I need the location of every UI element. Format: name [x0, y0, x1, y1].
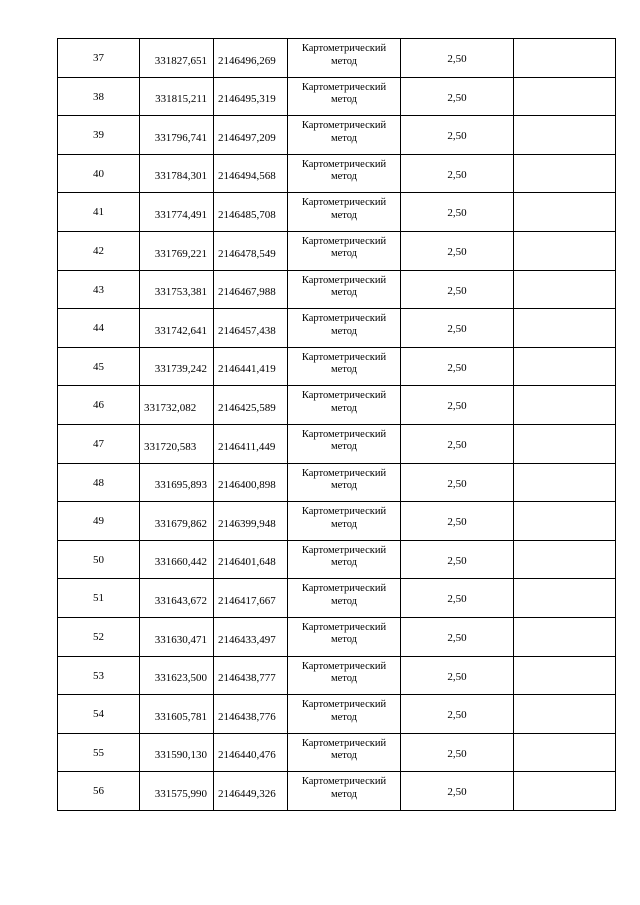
method-text: Картометрический метод — [301, 235, 387, 260]
x-coordinate-cell — [140, 309, 214, 348]
x-coordinate-cell — [140, 617, 214, 656]
note-cell — [514, 424, 616, 463]
method-text: Картометрический метод — [301, 390, 387, 414]
method-text: Картометрический метод — [301, 274, 387, 299]
x-coordinate: 331643,672 — [154, 594, 207, 607]
accuracy-cell — [401, 386, 514, 425]
method-text: Картометрический метод — [301, 699, 387, 723]
y-coordinate-cell — [214, 347, 288, 386]
y-coordinate: 2146494,568 — [218, 170, 276, 183]
y-coordinate: 2146399,948 — [218, 517, 276, 530]
table-row — [58, 77, 616, 116]
accuracy-value: 2,50 — [447, 245, 467, 258]
table-row — [58, 540, 616, 579]
method-text: Картометрический метод — [301, 506, 387, 530]
x-coordinate: 331769,221 — [154, 247, 207, 260]
accuracy-cell — [401, 116, 514, 155]
x-coordinate: 331815,211 — [155, 93, 207, 106]
method-cell — [288, 617, 401, 656]
x-coordinate: 331630,471 — [154, 633, 207, 646]
accuracy-value: 2,50 — [447, 361, 467, 374]
note-cell — [514, 116, 616, 155]
method-text: Картометрический метод — [301, 43, 387, 67]
x-coordinate-cell — [140, 463, 214, 502]
accuracy-value: 2,50 — [447, 516, 467, 529]
x-coordinate-cell — [140, 116, 214, 155]
y-coordinate-cell — [214, 502, 288, 541]
table-row — [58, 231, 616, 270]
y-coordinate-cell — [214, 116, 288, 155]
y-coordinate-cell — [214, 772, 288, 811]
point-number-cell — [58, 463, 140, 502]
point-number-cell — [58, 502, 140, 541]
point-number: 37 — [93, 52, 104, 64]
x-coordinate-cell — [140, 424, 214, 463]
method-text: Картометрический метод — [301, 351, 387, 376]
accuracy-value: 2,50 — [447, 438, 467, 451]
accuracy-cell — [401, 270, 514, 309]
table-row — [58, 193, 616, 232]
table-row — [58, 154, 616, 193]
y-coordinate: 2146401,648 — [218, 556, 276, 569]
accuracy-value: 2,50 — [447, 91, 467, 104]
accuracy-cell — [401, 540, 514, 579]
y-coordinate-cell — [214, 39, 288, 78]
method-cell — [288, 193, 401, 232]
y-coordinate: 2146400,898 — [218, 479, 276, 492]
table-row — [58, 502, 616, 541]
y-coordinate-cell — [214, 309, 288, 348]
point-number-cell — [58, 193, 140, 232]
accuracy-cell — [401, 193, 514, 232]
note-cell — [514, 695, 616, 734]
method-text: Картометрический метод — [301, 467, 387, 492]
table-row — [58, 617, 616, 656]
x-coordinate: 331739,242 — [154, 363, 207, 376]
accuracy-value: 2,50 — [447, 477, 467, 490]
point-number: 43 — [93, 283, 104, 296]
method-text: Картометрический метод — [301, 158, 387, 183]
note-cell — [514, 772, 616, 811]
method-text: Картометрический метод — [301, 197, 387, 221]
method-cell — [288, 77, 401, 116]
x-coordinate: 331742,641 — [154, 324, 207, 337]
accuracy-cell — [401, 733, 514, 772]
accuracy-value: 2,50 — [447, 400, 467, 413]
accuracy-value: 2,50 — [447, 747, 467, 760]
accuracy-cell — [401, 617, 514, 656]
method-cell — [288, 386, 401, 425]
y-coordinate: 2146438,776 — [218, 710, 276, 723]
point-number: 53 — [93, 669, 104, 682]
y-coordinate: 2146495,319 — [218, 93, 276, 106]
point-number: 51 — [93, 592, 104, 605]
note-cell — [514, 386, 616, 425]
point-number: 42 — [93, 244, 104, 257]
accuracy-value: 2,50 — [447, 709, 467, 722]
y-coordinate: 2146425,589 — [218, 401, 276, 414]
method-cell — [288, 656, 401, 695]
note-cell — [514, 193, 616, 232]
y-coordinate: 2146496,269 — [218, 54, 276, 67]
method-text: Картометрический метод — [301, 660, 387, 684]
y-coordinate: 2146485,708 — [218, 208, 276, 221]
x-coordinate-cell — [140, 695, 214, 734]
x-coordinate: 331575,990 — [154, 787, 207, 800]
method-text: Картометрический метод — [301, 428, 387, 453]
x-coordinate-cell — [140, 772, 214, 811]
x-coordinate: 331623,500 — [154, 672, 207, 685]
x-coordinate: 331732,082 — [144, 401, 197, 414]
x-coordinate-cell — [140, 231, 214, 270]
method-cell — [288, 231, 401, 270]
x-coordinate: 331605,781 — [154, 710, 207, 723]
method-cell — [288, 270, 401, 309]
y-coordinate-cell — [214, 617, 288, 656]
method-cell — [288, 347, 401, 386]
note-cell — [514, 656, 616, 695]
table-row — [58, 463, 616, 502]
x-coordinate: 331679,862 — [154, 517, 207, 530]
point-number-cell — [58, 154, 140, 193]
method-text: Картометрический метод — [301, 81, 387, 106]
x-coordinate: 331720,583 — [144, 440, 197, 453]
point-number-cell — [58, 231, 140, 270]
x-coordinate-cell — [140, 540, 214, 579]
y-coordinate-cell — [214, 386, 288, 425]
table-row — [58, 656, 616, 695]
point-number: 54 — [93, 708, 104, 721]
x-coordinate-cell — [140, 77, 214, 116]
table-row — [58, 695, 616, 734]
point-number-cell — [58, 772, 140, 811]
accuracy-value: 2,50 — [447, 323, 467, 336]
table-row — [58, 772, 616, 811]
point-number-cell — [58, 617, 140, 656]
y-coordinate-cell — [214, 231, 288, 270]
x-coordinate-cell — [140, 39, 214, 78]
y-coordinate: 2146433,497 — [218, 633, 276, 646]
table-row — [58, 347, 616, 386]
point-number: 38 — [93, 90, 104, 103]
accuracy-value: 2,50 — [447, 554, 467, 567]
x-coordinate: 331796,741 — [154, 131, 207, 144]
table-row — [58, 733, 616, 772]
method-text: Картометрический метод — [301, 583, 387, 607]
y-coordinate: 2146441,419 — [218, 363, 276, 376]
x-coordinate-cell — [140, 579, 214, 618]
point-number-cell — [58, 733, 140, 772]
accuracy-cell — [401, 695, 514, 734]
y-coordinate-cell — [214, 463, 288, 502]
method-text: Картометрический метод — [301, 313, 387, 337]
accuracy-value: 2,50 — [447, 130, 467, 143]
table-row — [58, 270, 616, 309]
x-coordinate-cell — [140, 270, 214, 309]
y-coordinate-cell — [214, 270, 288, 309]
note-cell — [514, 270, 616, 309]
x-coordinate: 331827,651 — [154, 54, 207, 67]
point-number-cell — [58, 540, 140, 579]
note-cell — [514, 540, 616, 579]
method-cell — [288, 540, 401, 579]
x-coordinate-cell — [140, 733, 214, 772]
x-coordinate: 331695,893 — [154, 479, 207, 492]
point-number-cell — [58, 116, 140, 155]
point-number: 48 — [93, 476, 104, 489]
method-text: Картометрический метод — [301, 621, 387, 646]
point-number-cell — [58, 579, 140, 618]
table-row — [58, 424, 616, 463]
point-number-cell — [58, 77, 140, 116]
y-coordinate-cell — [214, 540, 288, 579]
accuracy-cell — [401, 77, 514, 116]
method-cell — [288, 154, 401, 193]
accuracy-cell — [401, 579, 514, 618]
note-cell — [514, 231, 616, 270]
y-coordinate-cell — [214, 579, 288, 618]
method-cell — [288, 695, 401, 734]
point-number-cell — [58, 656, 140, 695]
x-coordinate: 331660,442 — [154, 556, 207, 569]
point-number: 39 — [93, 129, 104, 142]
x-coordinate-cell — [140, 386, 214, 425]
point-number-cell — [58, 309, 140, 348]
point-number: 41 — [93, 206, 104, 219]
point-number-cell — [58, 424, 140, 463]
y-coordinate-cell — [214, 733, 288, 772]
y-coordinate: 2146417,667 — [218, 594, 276, 607]
accuracy-value: 2,50 — [447, 207, 467, 220]
y-coordinate-cell — [214, 424, 288, 463]
point-number-cell — [58, 386, 140, 425]
y-coordinate: 2146478,549 — [218, 247, 276, 260]
note-cell — [514, 579, 616, 618]
method-cell — [288, 309, 401, 348]
method-cell — [288, 116, 401, 155]
point-number: 47 — [93, 437, 104, 450]
y-coordinate-cell — [214, 695, 288, 734]
point-number: 44 — [93, 322, 104, 335]
method-text: Картометрический метод — [301, 737, 387, 762]
method-text: Картометрический метод — [301, 544, 387, 569]
note-cell — [514, 77, 616, 116]
y-coordinate-cell — [214, 77, 288, 116]
accuracy-cell — [401, 656, 514, 695]
y-coordinate: 2146411,449 — [218, 440, 276, 453]
y-coordinate: 2146467,988 — [218, 286, 276, 299]
table-row — [58, 39, 616, 78]
y-coordinate-cell — [214, 656, 288, 695]
point-number: 46 — [93, 399, 104, 412]
accuracy-value: 2,50 — [447, 53, 467, 65]
x-coordinate: 331774,491 — [154, 208, 207, 221]
point-number: 56 — [93, 785, 104, 798]
accuracy-cell — [401, 309, 514, 348]
accuracy-value: 2,50 — [447, 168, 467, 181]
x-coordinate-cell — [140, 193, 214, 232]
x-coordinate: 331753,381 — [154, 286, 207, 299]
point-number: 49 — [93, 515, 104, 528]
accuracy-value: 2,50 — [447, 593, 467, 606]
y-coordinate: 2146440,476 — [218, 749, 276, 762]
point-number: 40 — [93, 167, 104, 180]
y-coordinate: 2146457,438 — [218, 324, 276, 337]
method-cell — [288, 772, 401, 811]
note-cell — [514, 463, 616, 502]
accuracy-cell — [401, 463, 514, 502]
method-cell — [288, 424, 401, 463]
note-cell — [514, 39, 616, 78]
table-row — [58, 116, 616, 155]
method-cell — [288, 733, 401, 772]
coordinates-table — [57, 38, 616, 811]
accuracy-value: 2,50 — [447, 670, 467, 683]
coordinates-table-body — [58, 39, 616, 811]
x-coordinate: 331784,301 — [154, 170, 207, 183]
accuracy-cell — [401, 772, 514, 811]
point-number: 52 — [93, 630, 104, 643]
note-cell — [514, 347, 616, 386]
point-number: 55 — [93, 746, 104, 759]
method-cell — [288, 502, 401, 541]
accuracy-value: 2,50 — [447, 284, 467, 297]
x-coordinate-cell — [140, 154, 214, 193]
y-coordinate: 2146497,209 — [218, 131, 276, 144]
method-text: Картометрический метод — [301, 120, 387, 144]
accuracy-cell — [401, 39, 514, 78]
point-number-cell — [58, 39, 140, 78]
x-coordinate-cell — [140, 656, 214, 695]
point-number-cell — [58, 695, 140, 734]
note-cell — [514, 617, 616, 656]
accuracy-cell — [401, 502, 514, 541]
note-cell — [514, 733, 616, 772]
y-coordinate: 2146438,777 — [218, 672, 276, 685]
x-coordinate-cell — [140, 502, 214, 541]
accuracy-cell — [401, 424, 514, 463]
y-coordinate-cell — [214, 154, 288, 193]
method-cell — [288, 463, 401, 502]
x-coordinate: 331590,130 — [154, 749, 207, 762]
note-cell — [514, 309, 616, 348]
x-coordinate-cell — [140, 347, 214, 386]
accuracy-cell — [401, 154, 514, 193]
method-cell — [288, 579, 401, 618]
accuracy-cell — [401, 231, 514, 270]
table-row — [58, 309, 616, 348]
accuracy-value: 2,50 — [447, 786, 467, 799]
point-number-cell — [58, 347, 140, 386]
method-text: Картометрический метод — [301, 776, 387, 800]
point-number: 50 — [93, 553, 104, 566]
table-row — [58, 579, 616, 618]
point-number-cell — [58, 270, 140, 309]
method-cell — [288, 39, 401, 78]
note-cell — [514, 502, 616, 541]
accuracy-value: 2,50 — [447, 631, 467, 644]
point-number: 45 — [93, 360, 104, 373]
table-row — [58, 386, 616, 425]
y-coordinate-cell — [214, 193, 288, 232]
accuracy-cell — [401, 347, 514, 386]
note-cell — [514, 154, 616, 193]
y-coordinate: 2146449,326 — [218, 787, 276, 800]
